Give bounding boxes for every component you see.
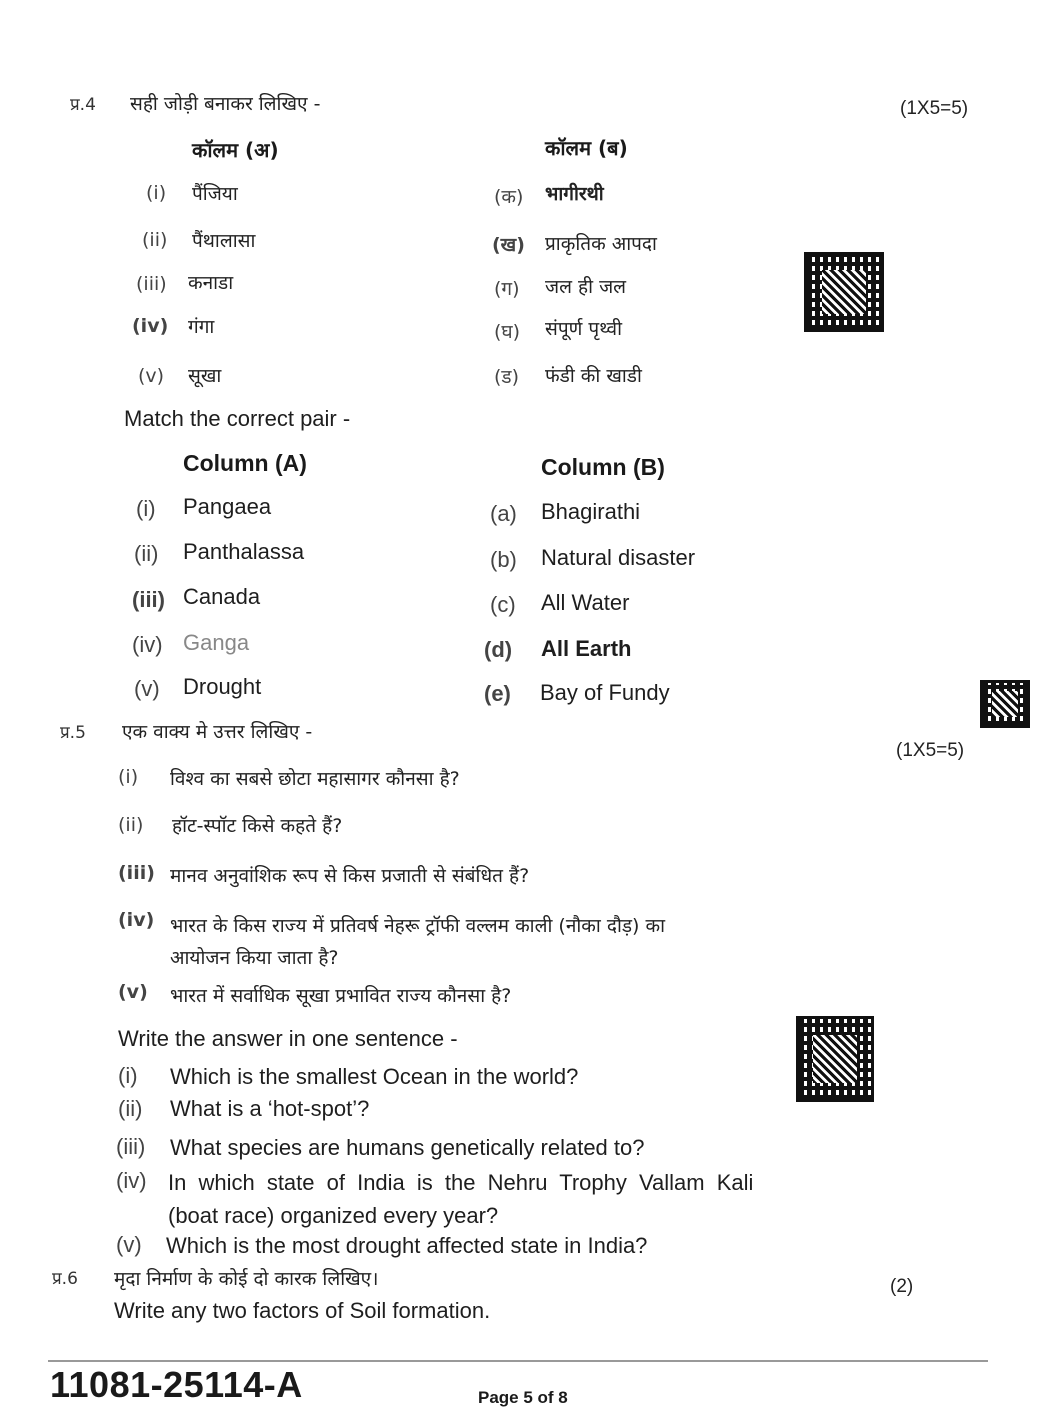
question-instruction-english: Match the correct pair - [124, 406, 351, 431]
match-item-index: (ड) [494, 366, 519, 388]
column-a-heading-hindi: कॉलम (अ) [192, 138, 279, 162]
match-item-index: (v) [138, 365, 165, 387]
match-item-index: (i) [136, 496, 156, 521]
match-item-text: Bay of Fundy [540, 680, 670, 705]
match-item-text: जल ही जल [545, 276, 627, 298]
question-item-index: (v) [118, 981, 148, 1003]
qr-code [980, 680, 1030, 728]
match-item-index: (c) [490, 592, 516, 617]
datamatrix-code [804, 252, 884, 332]
question-marks: (1X5=5) [896, 740, 965, 761]
match-item-text: Natural disaster [541, 545, 696, 570]
question-item-text: In which state of India is the Nehru Trophy Vallam Kali [168, 1170, 754, 1195]
match-item-text: कनाडा [188, 272, 234, 294]
question-item-text: What is a ‘hot-spot’? [170, 1096, 370, 1121]
match-item-index: (d) [484, 637, 513, 662]
match-item-text: Canada [183, 584, 261, 609]
column-b-heading-english: Column (B) [541, 454, 665, 480]
question-text-hindi: मृदा निर्माण के कोई दो कारक लिखिए। [114, 1268, 379, 1290]
question-item-text: What species are humans genetically related to? [170, 1135, 645, 1160]
column-a-heading-english: Column (A) [183, 450, 307, 476]
match-item-text: भागीरथी [545, 183, 604, 205]
question-item-text-continued: (boat race) organized every year? [168, 1203, 499, 1228]
question-number: प्र.6 [52, 1269, 78, 1289]
question-instruction-hindi: सही जोड़ी बनाकर लिखिए - [130, 93, 321, 115]
question-item-text: Which is the smallest Ocean in the world? [170, 1064, 579, 1089]
column-b-heading-hindi: कॉलम (ब) [545, 136, 628, 160]
match-item-text: सूखा [188, 365, 222, 387]
match-item-index: (v) [134, 676, 160, 701]
question-item-text: मानव अनुवांशिक रूप से किस प्रजाती से संबंधित हैं? [170, 865, 530, 887]
match-item-text: All Water [541, 590, 630, 615]
match-item-index: (iv) [132, 315, 169, 337]
match-item-text: Drought [183, 674, 262, 699]
question-text-english: Write any two factors of Soil formation. [114, 1298, 491, 1323]
question-instruction-hindi: एक वाक्य मे उत्तर लिखिए - [122, 721, 313, 743]
match-item-text: पैंजिया [192, 183, 238, 205]
question-item-text-continued: आयोजन किया जाता है? [170, 947, 339, 969]
match-item-index: (e) [484, 681, 511, 706]
question-item-index: (iii) [116, 1134, 146, 1159]
footer-divider [48, 1360, 988, 1362]
question-item-text: Which is the most drought affected state in India? [166, 1233, 648, 1258]
question-item-index: (v) [116, 1232, 142, 1257]
match-item-index: (ग) [494, 278, 520, 300]
match-item-text: Panthalassa [183, 539, 305, 564]
question-number: प्र.5 [60, 723, 86, 743]
question-instruction-english: Write the answer in one sentence - [118, 1026, 458, 1051]
question-item-index: (i) [118, 1063, 138, 1088]
match-item-text: फंडी की खाडी [545, 365, 642, 387]
match-item-index: (ख) [492, 234, 525, 256]
question-item-index: (ii) [118, 1096, 143, 1121]
match-item-index: (iv) [132, 632, 163, 657]
match-item-index: (iii) [132, 587, 165, 612]
match-item-index: (i) [146, 182, 167, 204]
question-item-index: (ii) [118, 814, 144, 836]
match-item-text: Pangaea [183, 494, 272, 519]
match-item-text: All Earth [541, 636, 632, 661]
match-item-index: (a) [490, 501, 517, 526]
match-item-text: प्राकृतिक आपदा [545, 233, 657, 255]
match-item-text: Ganga [183, 630, 250, 655]
paper-code: 11081-25114-A [50, 1364, 303, 1405]
datamatrix-code [796, 1016, 874, 1102]
question-marks: (2) [890, 1276, 914, 1297]
match-item-index: (क) [494, 186, 524, 208]
question-item-text: हॉट-स्पॉट किसे कहते हैं? [172, 815, 343, 837]
match-item-index: (iii) [136, 273, 167, 295]
match-item-index: (ii) [134, 541, 159, 566]
page-number: Page 5 of 8 [478, 1388, 568, 1407]
question-marks: (1X5=5) [900, 98, 969, 119]
question-item-text: विश्व का सबसे छोटा महासागर कौनसा है? [170, 768, 460, 790]
match-item-text: गंगा [188, 316, 215, 338]
question-number: प्र.4 [70, 95, 96, 115]
question-item-index: (i) [118, 766, 139, 788]
match-item-index: (घ) [494, 321, 521, 343]
question-item-text: भारत में सर्वाधिक सूखा प्रभावित राज्य कौनसा है? [170, 985, 512, 1007]
match-item-index: (b) [490, 547, 517, 572]
match-item-text: संपूर्ण पृथ्वी [545, 318, 623, 340]
match-item-index: (ii) [142, 229, 168, 251]
match-item-text: पैंथालासा [192, 230, 256, 252]
question-item-index: (iv) [118, 909, 155, 931]
question-item-text: भारत के किस राज्य में प्रतिवर्ष नेहरू ट्रॉफी वल्लम काली (नौका दौड़) का [170, 915, 666, 937]
question-item-index: (iv) [116, 1168, 147, 1193]
question-item-index: (iii) [118, 862, 155, 884]
match-item-text: Bhagirathi [541, 499, 641, 524]
